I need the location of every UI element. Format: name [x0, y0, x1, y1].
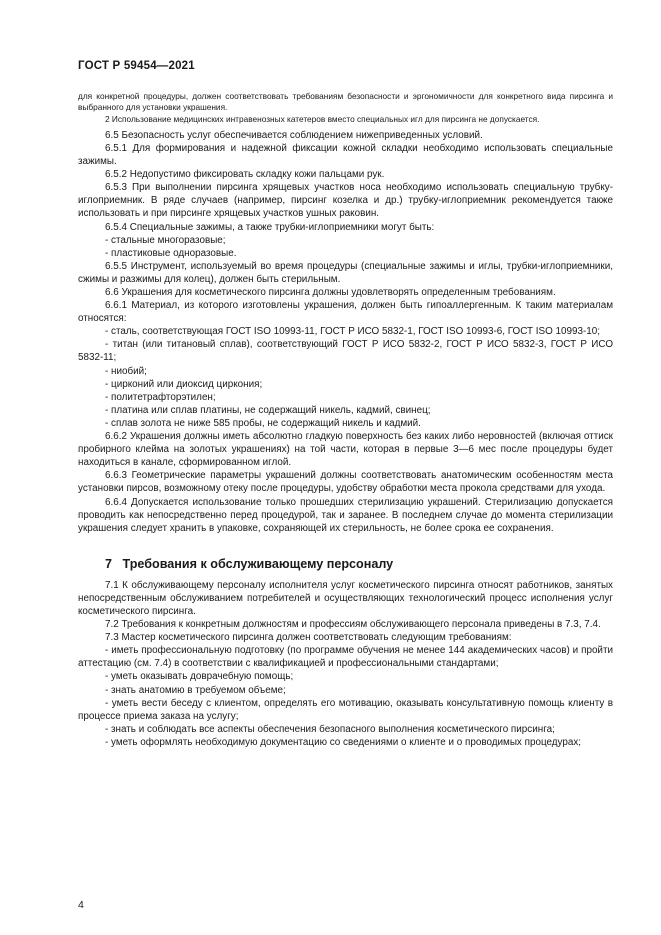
list-item: - уметь вести беседу с клиентом, определять его мотивацию, оказывать консультативную помощь клиенту в процессе приема заказа на услугу;: [78, 697, 613, 722]
list-item: - знать анатомию в требуемом объеме;: [105, 684, 286, 696]
page-body: [78, 91, 613, 749]
list-item: - титан (или титановый сплав), соответствующий ГОСТ Р ИСО 5832-2, ГОСТ Р ИСО 5832-3, ГОСТ Р ИСО 5832-11;: [78, 339, 613, 364]
section-number: 7: [105, 556, 113, 571]
clause-7-2: 7.2 Требования к конкретным должностям и профессиям обслуживающего персонала приведены в 7.3, 7.4.: [105, 619, 601, 631]
clause-6-6: 6.6 Украшения для косметического пирсинга должны удовлетворять определенным требованиям.: [105, 287, 556, 299]
list-item: - политетрафторэтилен;: [105, 391, 216, 403]
page-number: 4: [78, 899, 84, 911]
clause-6-6-3: 6.6.3 Геометрические параметры украшений должны соответствовать анатомическим особенностям места установки пирсов, возможному отеку после процедуры, удобству обработки места прокола средствами для ухода.: [78, 470, 613, 495]
list-item: - стальные многоразовые;: [105, 234, 226, 246]
document-header: ГОСТ Р 59454—2021: [78, 60, 195, 72]
clause-6-6-4: 6.6.4 Допускается использование только прошедших стерилизацию украшений. Стерилизацию допускается проводить как непосредственно перед процедурой, так и заранее. В последнем случае до момента стерилизации украшения следует хранить в упаковке, сохраняющей их стерильность, не более срока ее сохранения.: [78, 496, 613, 534]
clause-6-5-2: 6.5.2 Недопустимо фиксировать складку кожи пальцами рук.: [105, 169, 385, 181]
clause-6-6-2: 6.6.2 Украшения должны иметь абсолютно гладкую поверхность без каких либо неровностей (включая оттиск пробирного клейма на золотых украшениях) на той части, которая в первые 3—6 мес после процедуры будет находиться в канале, сформированном иглой.: [78, 431, 613, 469]
list-item: - ниобий;: [105, 365, 147, 377]
clause-6-6-1: 6.6.1 Материал, из которого изготовлены украшения, должен быть гипоаллергенным. К таким материалам относятся:: [78, 300, 613, 325]
clause-7-3: 7.3 Мастер косметического пирсинга должен соответствовать следующим требованиям:: [105, 632, 512, 644]
list-item: - иметь профессиональную подготовку (по программе обучения не менее 144 академических часов) и пройти аттестацию (см. 7.4) в соответствии с квалификацией и профессиональными стандартами;: [78, 645, 613, 670]
section-title: Требования к обслуживающему персоналу: [122, 556, 394, 571]
clause-7-1: 7.1 К обслуживающему персоналу исполнителя услуг косметического пирсинга относят работников, занятых непосредственным обслуживанием потребителей и осуществляющих технологический процесс исполнения услуг косметического пирсинга.: [78, 579, 613, 617]
clause-6-5-3: 6.5.3 При выполнении пирсинга хрящевых участков носа необходимо использовать специальную трубку-иглоприемник. В ряде случаев (например, пирсинг козелка и др.) трубку-иглоприемник рекомендуется также использовать и при пирсинге хрящевых участков ушных раковин.: [78, 182, 613, 220]
list-item: - уметь оказывать доврачебную помощь;: [105, 671, 294, 683]
clause-6-5: 6.5 Безопасность услуг обеспечивается соблюдением нижеприведенных условий.: [105, 129, 483, 141]
list-item: - знать и соблюдать все аспекты обеспечения безопасного выполнения косметического пирсинга;: [105, 723, 555, 735]
note-2: 2 Использование медицинских интравенозных катетеров вместо специальных игл для пирсинга не допускается.: [105, 113, 540, 124]
list-item: - платина или сплав платины, не содержащий никель, кадмий, свинец;: [105, 404, 431, 416]
list-item: - сплав золота не ниже 585 пробы, не содержащий никель и кадмий.: [105, 417, 421, 429]
clause-6-5-5: 6.5.5 Инструмент, используемый во время процедуры (специальные зажимы и иглы, трубки-иглоприемники, сжимы и разжимы для колец), должен быть стерильным.: [78, 260, 613, 285]
note-continuation: для конкретной процедуры, должен соответствовать требованиям безопасности и эргономичности для конкретного вида пирсинга и выбранного для установки украшения.: [78, 91, 613, 113]
section-heading: [105, 557, 613, 571]
list-item: - сталь, соответствующая ГОСТ ISO 10993-11, ГОСТ Р ИСО 5832-1, ГОСТ ISO 10993-6, ГОСТ ISO 10993-10;: [105, 326, 601, 338]
clause-6-5-1: 6.5.1 Для формирования и надежной фиксации кожной складки необходимо использовать специальные зажимы.: [78, 142, 613, 168]
list-item: - уметь оформлять необходимую документацию со сведениями о клиенте и о проводимых процедурах;: [105, 736, 582, 748]
list-item: - пластиковые одноразовые.: [105, 247, 237, 259]
list-item: - цирконий или диоксид циркония;: [105, 378, 263, 390]
clause-6-5-4: 6.5.4 Специальные зажимы, а также трубки-иглоприемники могут быть:: [105, 221, 435, 233]
